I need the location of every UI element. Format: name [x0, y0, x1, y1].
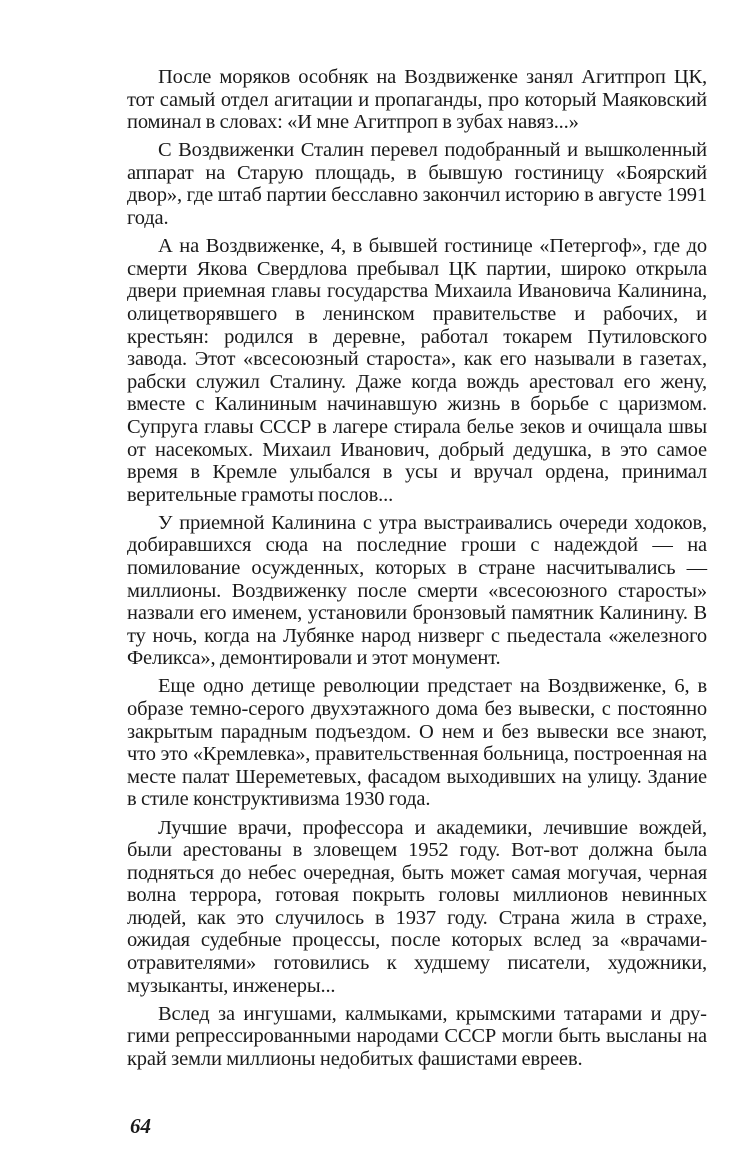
page-number: 64 — [130, 1114, 151, 1138]
paragraph-2: С Воздвиженки Сталин перевел подобранный и вышколенный аппарат на Старую площадь, в бывшую гостиницу «Боярский двор», где штаб партии бесславно закончил историю в августе 1991 года. — [127, 139, 707, 230]
paragraph-3: А на Воздвиженке, 4, в бывшей гостинице «Петергоф», где до смерти Якова Свердлова пребывал ЦК партии, широко открыла двери приемная главы государства Михаила Ивановича Калинина, олицетворявшего в ленинском правительстве и рабочих, и крестьян: родился в деревне, работал токарем Путиловского завода. Этот «всесоюзный староста», как его называли в газетах, рабски служил Сталину. Даже когда вождь арестовал его жену, вместе с Калининым начинавшую жизнь в борьбе с царизмом. Супруга главы СССР в лагере стирала белье зеков и очищала швы от насекомых. Михаил Иванович, добрый дедушка, в это самое время в Кремле улыбался в усы и вручал ордена, принимал верительные грамоты послов... — [127, 235, 707, 506]
paragraph-4: У приемной Калинина с утра выстраивались очереди ходоков, добиравшихся сюда на последние гроши с надеждой — на помилование осужденных, которых в стране насчитывались — миллионы. Воздвиженку после смерти «всесоюзного старосты» назвали его именем, установили бронзовый памятник Калинину. В ту ночь, когда на Лубянке народ низверг с пьедестала «железного Феликса», демонтировали и этот монумент. — [127, 511, 707, 670]
paragraph-7: Вслед за ингушами, калмыками, крымскими татарами и другими репрессированными народами СССР могли быть высланы на край земли миллионы недобитых фашистами евреев. — [127, 1002, 707, 1070]
paragraph-6: Лучшие врачи, профессора и академики, лечившие вождей, были арестованы в зловещем 1952 году. Вот-вот должна была подняться до небес очередная, быть может самая могучая, черная волна террора, готовая покрыть головы миллионов невинных людей, как это случилось в 1937 году. Страна жила в страхе, ожидая судебные процессы, после которых вслед за «врачами-отравителями» готовились к худшему писатели, художники, музыканты, инженеры... — [127, 816, 707, 997]
paragraph-5: Еще одно детище революции предстает на Воздвиженке, 6, в образе темно-серого двухэтажного дома без вывески, с постоянно закрытым парадным подъездом. О нем и без вывески все знают, что это «Кремлевка», правительственная больница, построенная на месте палат Шереметевых, фасадом выходивших на улицу. Здание в стиле конструктивизма 1930 года. — [127, 675, 707, 811]
page-text-block — [127, 66, 707, 1071]
paragraph-1: После моряков особняк на Воздвиженке занял Агитпроп ЦК, тот самый отдел агитации и пропаганды, про который Маяковский поминал в словах: «И мне Агитпроп в зубах навяз...» — [127, 66, 707, 134]
